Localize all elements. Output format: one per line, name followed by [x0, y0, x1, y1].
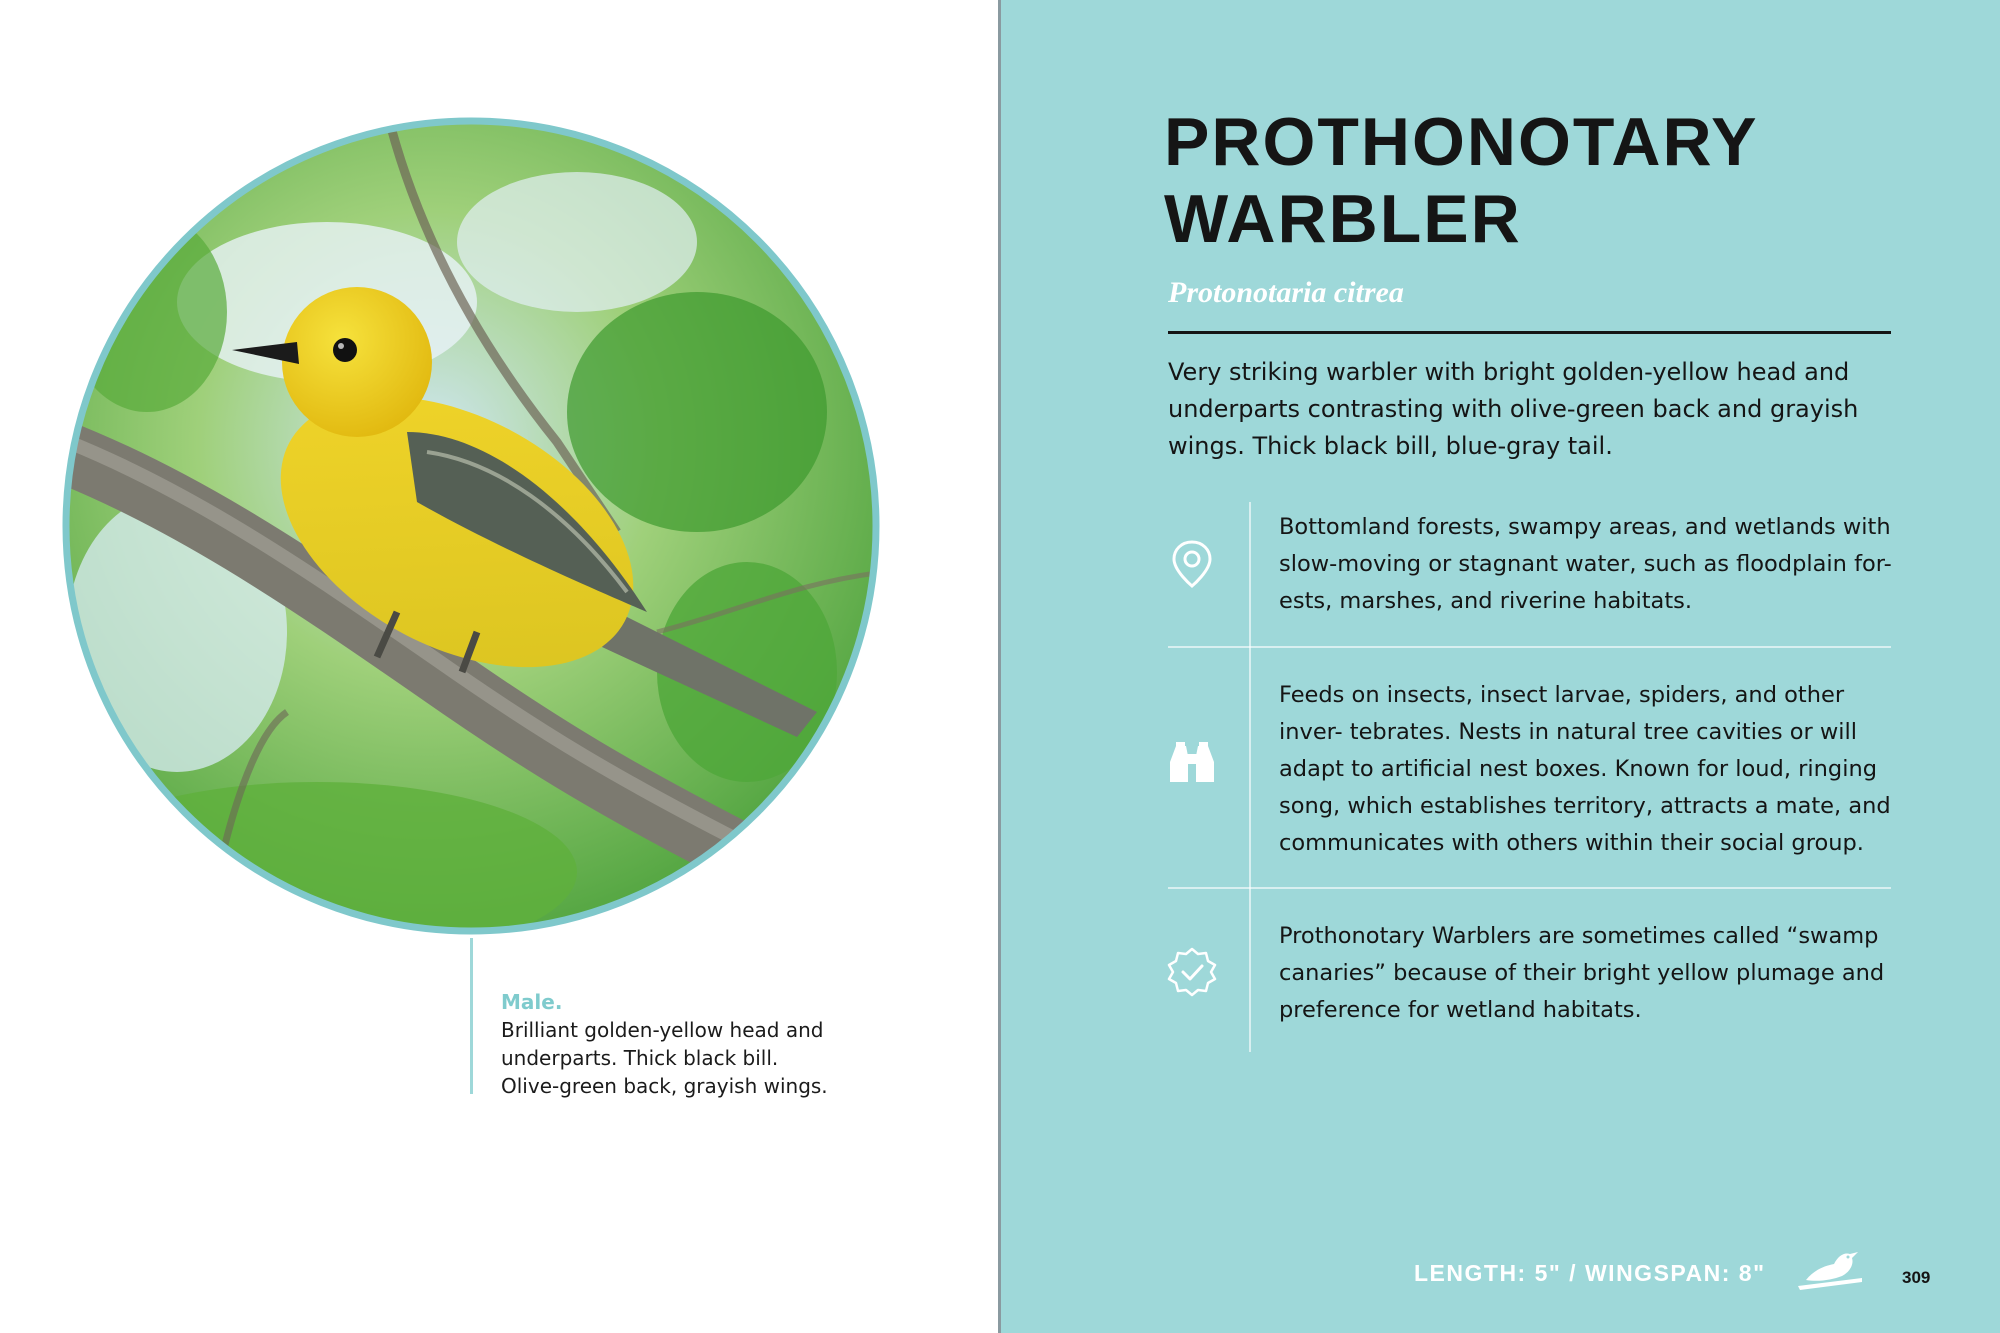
- verified-badge-icon: [1166, 946, 1218, 998]
- caption-text: Brilliant golden-yellow head and underparts. Thick black bill. Olive-green back, grayish wings.: [501, 1018, 828, 1098]
- left-page: [0, 0, 999, 1333]
- bird-silhouette-icon: [1796, 1244, 1864, 1290]
- title-line-2: WARBLER: [1164, 181, 1522, 257]
- caption-rule: [470, 938, 473, 1094]
- caption-label: Male.: [501, 990, 563, 1014]
- species-title: [1164, 104, 1924, 258]
- binoculars-icon: [1166, 738, 1218, 790]
- size-measurements: LENGTH: 5" / WINGSPAN: 8": [1414, 1260, 1766, 1286]
- info-row-divider: [1168, 887, 1891, 889]
- info-column-divider: [1249, 502, 1251, 1052]
- photo-caption: [501, 988, 831, 1100]
- location-pin-icon: [1166, 538, 1218, 590]
- info-row-divider: [1168, 646, 1891, 648]
- title-line-1: PROTHONOTARY: [1164, 104, 1759, 180]
- behavior-text: Feeds on insects, insect larvae, spiders, and other inver- tebrates. Nests in natural tree cavities or will adapt to artificial nest boxes. Known for loud, ringing song, which establishes territory, attracts a mate, and communicates with others within their social group.: [1279, 682, 1891, 856]
- title-divider: [1168, 331, 1891, 334]
- page-number: 309: [1902, 1268, 1931, 1287]
- scientific-name: Protonotaria citrea: [1168, 276, 1404, 309]
- bird-photo: [57, 112, 885, 940]
- habitat-text: Bottomland forests, swampy areas, and wetlands with slow-moving or stagnant water, such as floodplain for- ests, marshes, and riverine habitats.: [1279, 514, 1892, 614]
- fun-fact-text: Prothonotary Warblers are sometimes called “swamp canaries” because of their bright yellow plumage and preference for wetland habitats.: [1279, 923, 1885, 1023]
- species-description: Very striking warbler with bright golden-yellow head and underparts contrasting with olive-green back and grayish wings. Thick black bill, blue-gray tail.: [1168, 358, 1859, 460]
